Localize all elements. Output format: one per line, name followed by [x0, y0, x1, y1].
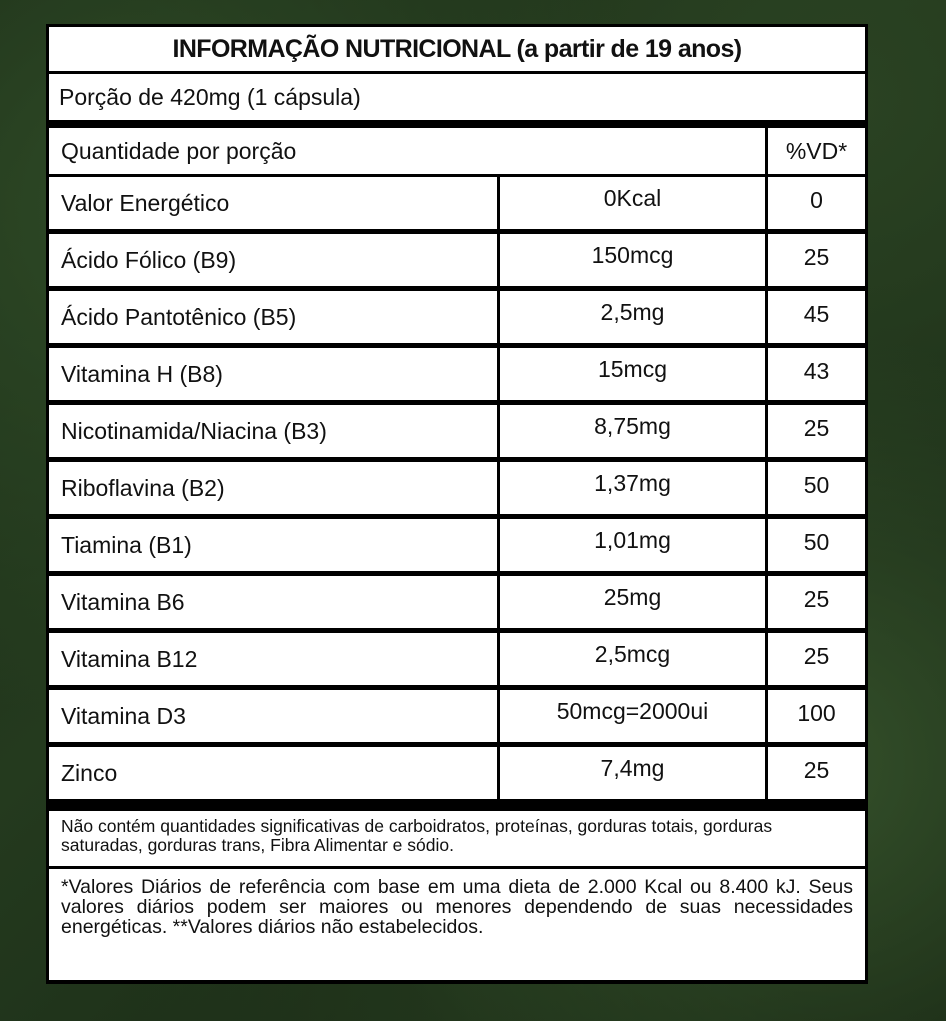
nutrient-name: Vitamina D3 [49, 690, 497, 742]
nutrient-amount: 2,5mg [500, 291, 765, 343]
nutrient-amount: 15mcg [500, 348, 765, 400]
nutrient-vd: 100 [768, 690, 865, 742]
nutrient-name: Tiamina (B1) [49, 519, 497, 571]
nutrient-name: Nicotinamida/Niacina (B3) [49, 405, 497, 457]
serving-size: Porção de 420mg (1 cápsula) [49, 74, 865, 120]
nutrient-amount: 1,37mg [500, 462, 765, 514]
nutrition-facts-table [46, 24, 868, 984]
quantity-header: Quantidade por porção [49, 128, 765, 174]
nutrient-vd: 50 [768, 519, 865, 571]
nutrient-vd: 45 [768, 291, 865, 343]
nutrient-amount: 1,01mg [500, 519, 765, 571]
nutrient-amount: 150mcg [500, 234, 765, 286]
nutrient-vd: 43 [768, 348, 865, 400]
vd-header: %VD* [768, 128, 865, 174]
nutrient-name: Vitamina B6 [49, 576, 497, 628]
nutrient-vd: 25 [768, 405, 865, 457]
nutrient-name: Vitamina H (B8) [49, 348, 497, 400]
nutrient-vd: 25 [768, 633, 865, 685]
nutrient-name: Riboflavina (B2) [49, 462, 497, 514]
nutrient-amount: 25mg [500, 576, 765, 628]
nutrient-amount: 0Kcal [500, 177, 765, 229]
nutrient-vd: 50 [768, 462, 865, 514]
nutrient-name: Valor Energético [49, 177, 497, 229]
nutrient-vd: 0 [768, 177, 865, 229]
nutrient-amount: 8,75mg [500, 405, 765, 457]
nutrient-amount: 2,5mcg [500, 633, 765, 685]
nutrient-name: Ácido Pantotênico (B5) [49, 291, 497, 343]
nutrient-amount: 7,4mg [500, 747, 765, 799]
nutrient-vd: 25 [768, 234, 865, 286]
nutrient-name: Vitamina B12 [49, 633, 497, 685]
nutrient-name: Zinco [49, 747, 497, 799]
nutrients-note: Não contém quantidades significativas de carboidratos, proteínas, gorduras totais, gorduras saturadas, gorduras trans, Fibra Alimentar e sódio. [49, 811, 865, 866]
table-title: INFORMAÇÃO NUTRICIONAL (a partir de 19 anos) [49, 27, 865, 71]
nutrient-vd: 25 [768, 747, 865, 799]
nutrient-vd: 25 [768, 576, 865, 628]
nutrient-amount: 50mcg=2000ui [500, 690, 765, 742]
nutrient-name: Ácido Fólico (B9) [49, 234, 497, 286]
daily-values-note: *Valores Diários de referência com base em uma dieta de 2.000 Kcal ou 8.400 kJ. Seus valores diários podem ser maiores ou menores dependendo de suas necessidades energéticas. **Valores diários não estabelecidos. [49, 869, 865, 980]
